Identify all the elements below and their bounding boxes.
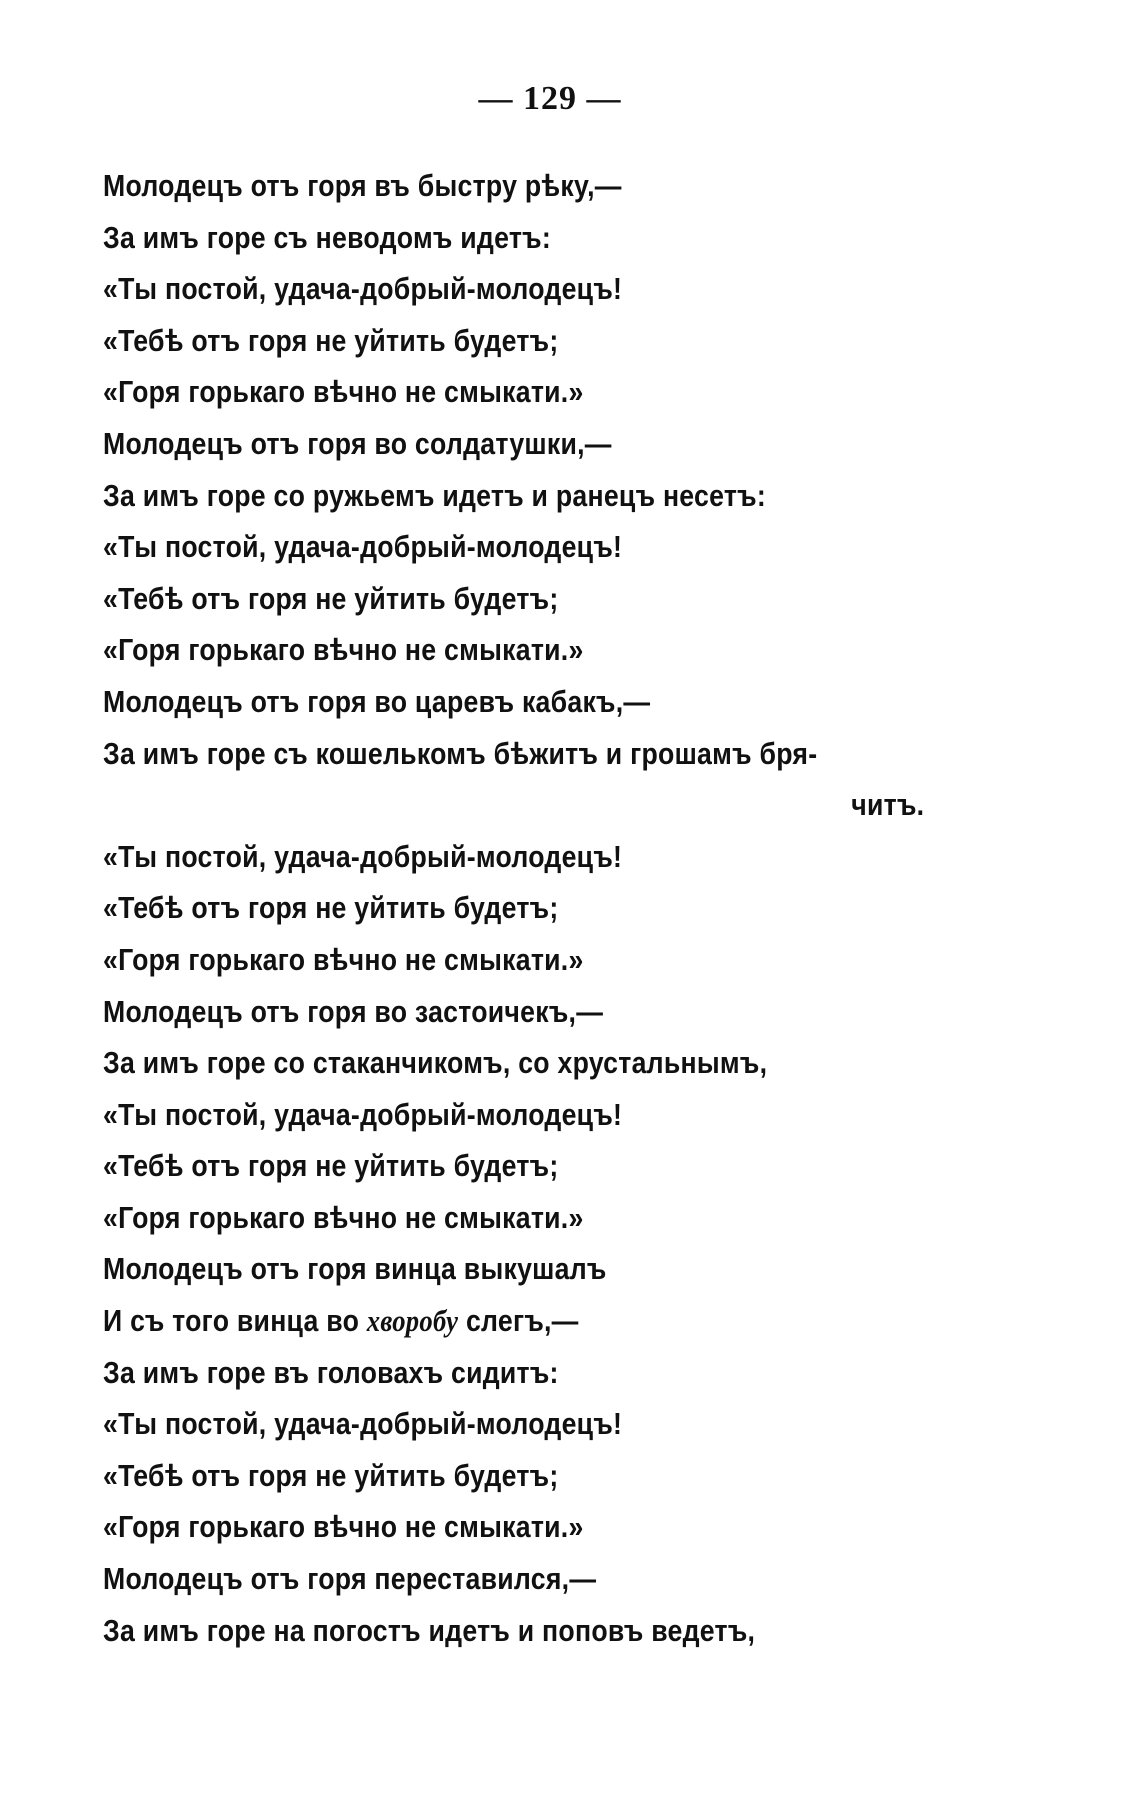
verse-line: Молодецъ отъ горя въ быстру рѣку,— — [103, 168, 622, 203]
verse-line: Молодецъ отъ горя во застоичекъ,— — [103, 993, 604, 1029]
verse-line: «Горя горькаго вѣчно не смыкати.» — [103, 374, 584, 410]
verse-line: «Тебѣ отъ горя не уйтить будетъ; — [103, 322, 559, 358]
verse-text: слегъ,— — [458, 1303, 579, 1339]
verse-line: «Тебѣ отъ горя не уйтить будетъ; — [103, 890, 559, 926]
verse-line: «Тебѣ отъ горя не уйтить будетъ; — [103, 1457, 559, 1493]
verse-line: «Ты постой, удача-добрый-молодецъ! — [103, 1096, 623, 1132]
verse-line: «Ты постой, удача-добрый-молодецъ! — [103, 1406, 623, 1442]
verse-line: «Горя горькаго вѣчно не смыкати.» — [103, 941, 584, 977]
italic-word: хворобу — [366, 1303, 459, 1339]
verse-line: «Ты постой, удача-добрый-молодецъ! — [103, 529, 623, 565]
verse-text: И съ того винца во — [103, 1303, 367, 1339]
verse-line — [103, 1295, 843, 1347]
verse-line: За имъ горе на погостъ идетъ и поповъ ведетъ, — [103, 1612, 756, 1648]
verse-line: За имъ горе въ головахъ сидитъ: — [103, 1354, 559, 1390]
verse-line: «Ты постой, удача-добрый-молодецъ! — [103, 271, 623, 307]
verse-line: «Горя горькаго вѣчно не смыкати.» — [103, 632, 584, 668]
verse-line: За имъ горе съ неводомъ идетъ: — [103, 219, 551, 255]
verse-line: За имъ горе со ружьемъ идетъ и ранецъ несетъ: — [103, 477, 767, 513]
verse-line: За имъ горе со стаканчикомъ, со хрустальнымъ, — [103, 1045, 768, 1081]
verse-line: Молодецъ отъ горя во солдатушки,— — [103, 425, 612, 461]
verse-line: «Тебѣ отъ горя не уйтить будетъ; — [103, 580, 559, 616]
verse-line-continuation: читъ. — [851, 787, 925, 823]
verse-line: Молодецъ отъ горя переставился,— — [103, 1561, 597, 1597]
verse-line: Молодецъ отъ горя винца выкушалъ — [103, 1251, 607, 1287]
verse-line: «Горя горькаго вѣчно не смыкати.» — [103, 1509, 584, 1545]
poem-text — [103, 160, 963, 1656]
verse-line: «Тебѣ отъ горя не уйтить будетъ; — [103, 1148, 559, 1184]
verse-line: За имъ горе съ кошелькомъ бѣжитъ и грошамъ бря- — [103, 735, 818, 771]
verse-line: «Ты постой, удача-добрый-молодецъ! — [103, 838, 623, 874]
page-number: — 129 — — [478, 80, 622, 117]
verse-line: «Горя горькаго вѣчно не смыкати.» — [103, 1199, 584, 1235]
verse-line: Молодецъ отъ горя во царевъ кабакъ,— — [103, 683, 651, 719]
